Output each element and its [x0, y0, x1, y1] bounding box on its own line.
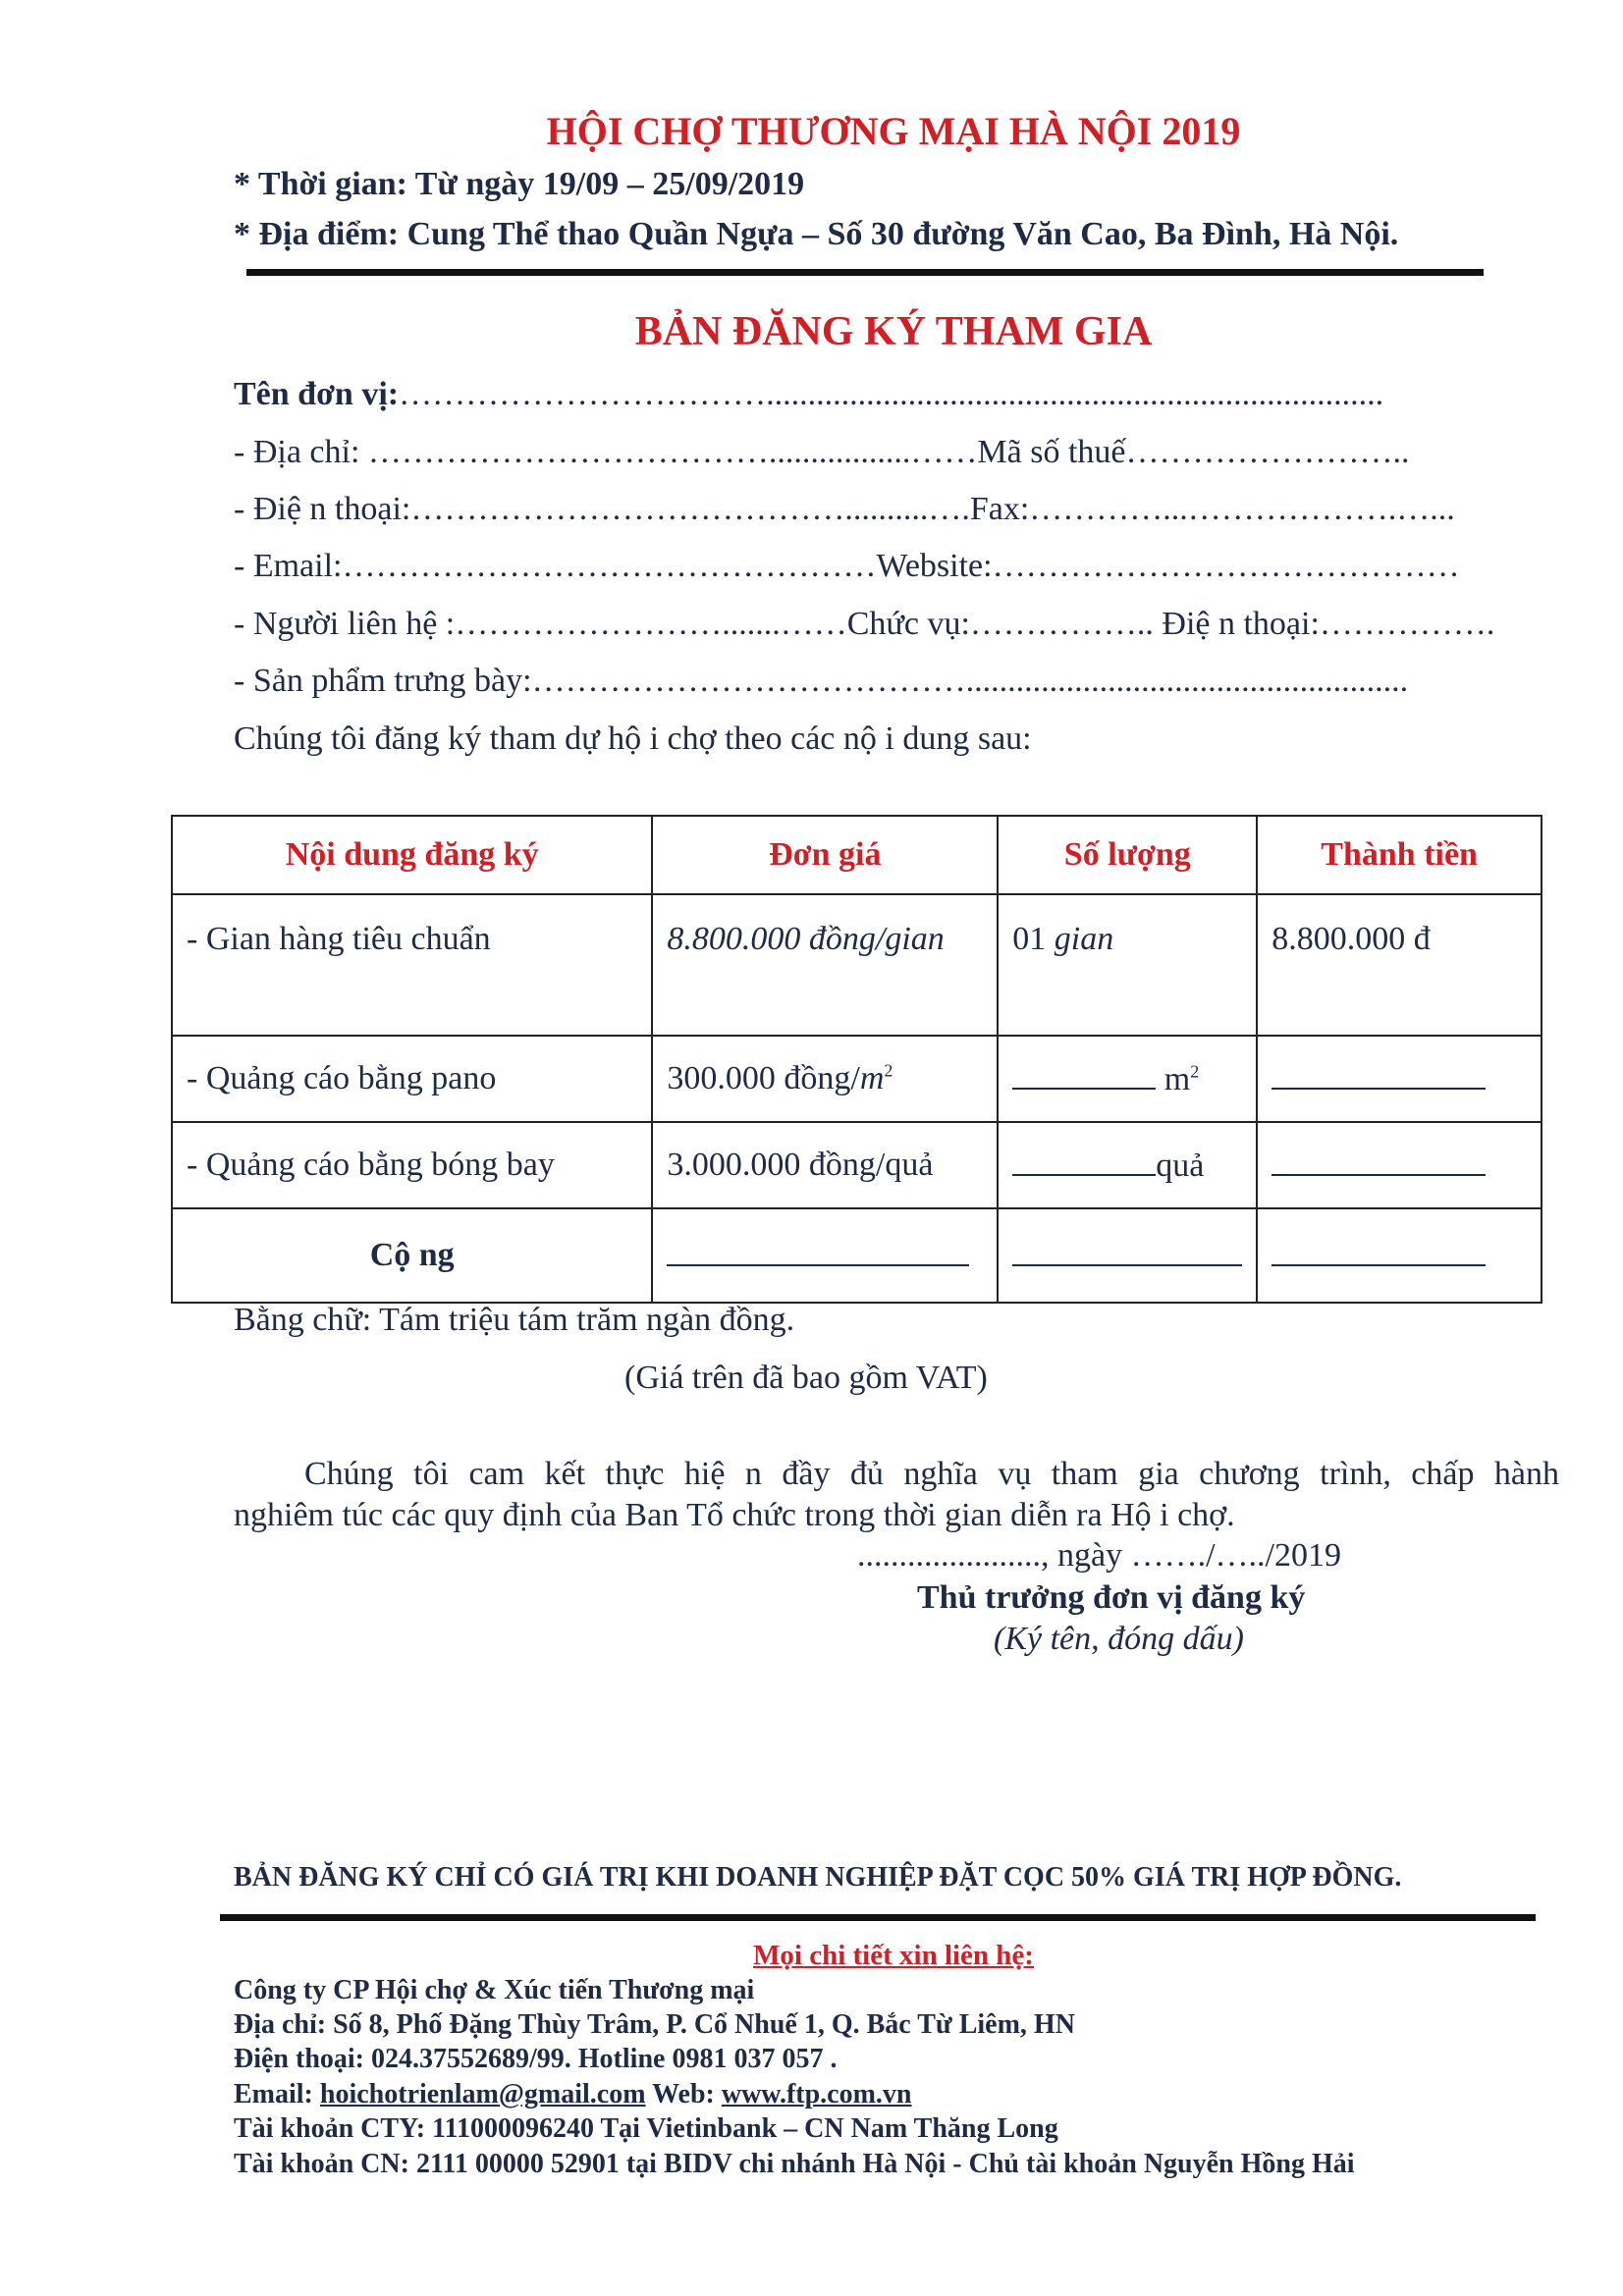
products-field[interactable]: - Sản phẩm trưng bày:…………………………………..................................................... [234, 663, 1409, 699]
commitment-line-2: nghiêm túc các quy định của Ban Tổ chức trong thời gian diễn ra Hộ i chợ. [234, 1497, 1235, 1533]
address-field[interactable]: - Địa chỉ: ……………………………….................……Mã số thuế…………………….. [234, 434, 1410, 470]
vat-note: (Giá trên đã bao gồm VAT) [624, 1360, 988, 1396]
price-text: 300.000 đồng/ [667, 1060, 860, 1096]
qty-superscript: 2 [1190, 1061, 1200, 1082]
grand-total-cell[interactable] [1257, 1208, 1542, 1303]
row-total: 8.800.000 đ [1257, 894, 1542, 1036]
contact-heading-text: Mọi chi tiết xin liên hệ: [753, 1940, 1034, 1971]
row-quantity[interactable] [998, 1036, 1257, 1122]
total-price-cell[interactable] [652, 1208, 998, 1303]
validity-notice: BẢN ĐĂNG KÝ CHỈ CÓ GIÁ TRỊ KHI DOANH NGHIỆP ĐẶT CỌC 50% GIÁ TRỊ HỢP ĐỒNG. [234, 1862, 1402, 1893]
unit-name-dots: …………………………….......................................................................... [399, 376, 1384, 412]
row-item: - Quảng cáo bằng pano [172, 1036, 652, 1122]
grand-total-blank[interactable] [1271, 1237, 1486, 1266]
col-header-content: Nội dung đăng ký [172, 816, 652, 894]
form-title: BẢN ĐĂNG KÝ THAM GIA [634, 309, 1153, 354]
contact-heading [0, 1938, 1623, 1973]
total-blank[interactable] [1271, 1060, 1486, 1090]
event-title: HỘI CHỢ THƯƠNG MẠI HÀ NỘI 2019 [546, 109, 1241, 153]
total-price-blank[interactable] [667, 1237, 969, 1266]
row-item: - Quảng cáo bằng bóng bay [172, 1122, 652, 1208]
price-unit: m [859, 1060, 885, 1096]
qty-blank[interactable] [1012, 1147, 1156, 1176]
total-blank[interactable] [1271, 1147, 1486, 1176]
phone-fax-field[interactable]: - Điệ n thoại:…………………………………..........….Fax:…………...……………….…... [234, 491, 1455, 527]
event-venue: * Địa điểm: Cung Thể thao Quần Ngựa – Số 30 đường Văn Cao, Ba Đình, Hà Nội. [234, 216, 1399, 252]
row-item: - Gian hàng tiêu chuẩn [172, 894, 652, 1036]
event-time: * Thời gian: Từ ngày 19/09 – 25/09/2019 [234, 166, 805, 202]
row-total[interactable] [1257, 1036, 1542, 1122]
total-qty-blank[interactable] [1012, 1237, 1242, 1266]
table-total-row [172, 1208, 1542, 1303]
web-label: Web: [652, 2079, 715, 2109]
contact-company: Công ty CP Hội chợ & Xúc tiến Thương mại [234, 1975, 755, 2005]
email-label: Email: [234, 2079, 313, 2109]
unit-name-label: Tên đơn vị: [234, 376, 400, 412]
signer-title: Thủ trưởng đơn vị đăng ký [917, 1579, 1306, 1616]
contact-account-personal: Tài khoản CN: 2111 00000 52901 tại BIDV chi nhánh Hà Nội - Chủ tài khoản Nguyễn Hồng Hải [234, 2149, 1355, 2179]
header-divider [246, 269, 1484, 276]
col-header-quantity: Số lượng [998, 816, 1257, 894]
qty-blank[interactable] [1012, 1060, 1156, 1090]
contact-phone: Điện thoại: 024.37552689/99. Hotline 0981 037 057 . [234, 2044, 838, 2074]
table-header-row [172, 816, 1542, 894]
email-website-field[interactable]: - Email:…………………………………………Website:…………………………………… [234, 548, 1460, 584]
row-total[interactable] [1257, 1122, 1542, 1208]
row-price: 3.000.000 đồng/quả [652, 1122, 998, 1208]
registration-table [171, 815, 1542, 1304]
row-quantity[interactable] [998, 1122, 1257, 1208]
qty-unit: quả [1156, 1147, 1205, 1184]
intro-text: Chúng tôi đăng ký tham dự hộ i chợ theo các nộ i dung sau: [234, 721, 1032, 757]
price-superscript: 2 [884, 1060, 893, 1081]
row-price [652, 1036, 998, 1122]
web-link[interactable]: www.ftp.com.vn [721, 2079, 912, 2109]
contact-person-field[interactable]: - Người liên hệ :…………………….......……Chức vụ:…………….. Điệ n thoại:……………. [234, 606, 1495, 642]
total-label: Cộ ng [172, 1208, 652, 1303]
qty-unit: gian [1054, 921, 1114, 957]
sign-note: (Ký tên, đóng dấu) [994, 1621, 1244, 1657]
table-row [172, 1036, 1542, 1122]
col-header-price: Đơn giá [652, 816, 998, 894]
amount-in-words: Bằng chữ: Tám triệu tám trăm ngàn đồng. [234, 1302, 795, 1338]
unit-name-field[interactable] [234, 375, 1383, 414]
commitment-line-1: Chúng tôi cam kết thực hiệ n đầy đủ nghĩa vụ tham gia chương trình, chấp hành [304, 1456, 1559, 1492]
row-price: 8.800.000 đồng/gian [652, 894, 998, 1036]
qty-unit: m [1163, 1060, 1191, 1097]
date-line[interactable]: ......................, ngày ……./…../2019 [857, 1537, 1341, 1574]
footer-divider [220, 1914, 1536, 1921]
email-link[interactable]: hoichotrienlam@gmail.com [319, 2079, 646, 2109]
col-header-total: Thành tiền [1257, 816, 1542, 894]
contact-email-web [234, 2077, 912, 2111]
contact-address: Địa chỉ: Số 8, Phố Đặng Thùy Trâm, P. Cổ Nhuế 1, Q. Bắc Từ Liêm, HN [234, 2009, 1075, 2040]
row-quantity[interactable] [998, 894, 1257, 1036]
table-row [172, 894, 1542, 1036]
total-qty-cell[interactable] [998, 1208, 1257, 1303]
qty-number: 01 [1012, 921, 1047, 957]
contact-account-company: Tài khoản CTY: 111000096240 Tại Vietinbank – CN Nam Thăng Long [234, 2113, 1058, 2144]
table-row [172, 1122, 1542, 1208]
